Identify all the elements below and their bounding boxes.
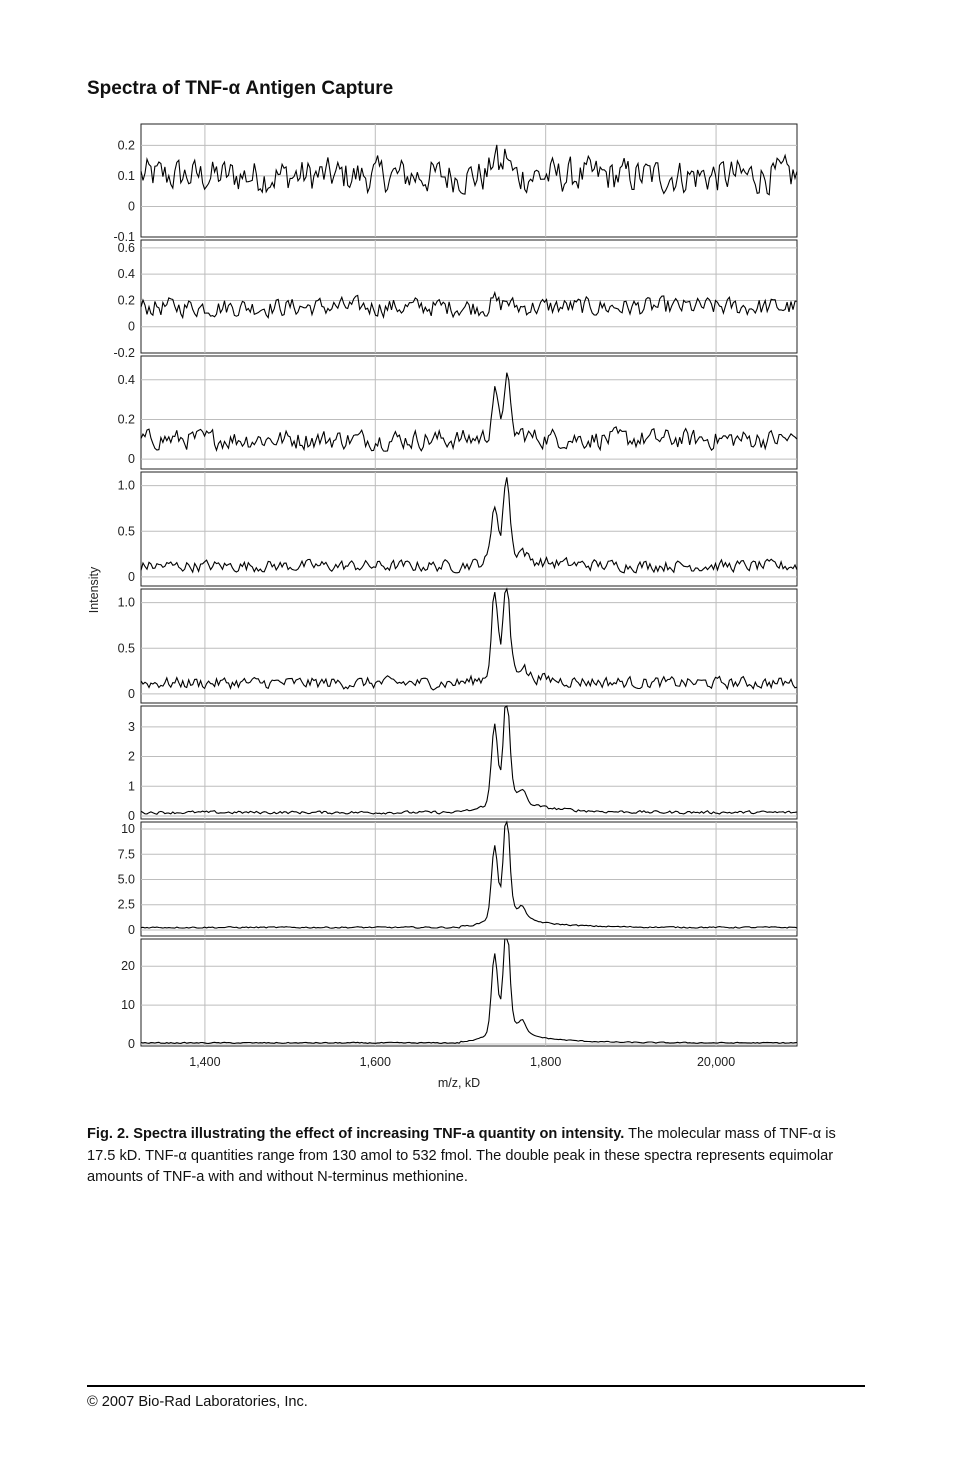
y-tick-label: 7.5 [117, 847, 135, 862]
y-tick-label: 0 [128, 1037, 135, 1052]
spectrum-trace [141, 589, 797, 690]
y-tick-label: 0.5 [117, 524, 135, 539]
y-tick-label: 0 [128, 569, 135, 584]
spectrum-trace [141, 477, 797, 573]
x-axis-label: m/z, kD [437, 1076, 481, 1090]
y-tick-label: 0.2 [117, 293, 135, 308]
y-tick-label: 0.6 [117, 240, 135, 255]
y-tick-label: 0.4 [117, 267, 135, 282]
y-axis-label: Intensity [87, 566, 101, 614]
caption-bold: Fig. 2. Spectra illustrating the effect of increasing TNF-a quantity on intensity. [87, 1126, 625, 1142]
x-tick-label: 1,800 [530, 1055, 562, 1069]
y-tick-label: 20 [121, 959, 135, 974]
y-tick-label: 10 [121, 822, 135, 837]
spectrum-trace [141, 373, 797, 452]
x-tick-label: 1,400 [189, 1055, 221, 1069]
spectrum-trace [141, 822, 797, 928]
spectrum-trace [141, 706, 797, 814]
footer-rule [87, 1385, 865, 1387]
y-tick-label: 0 [128, 809, 135, 824]
x-tick-label: 20,000 [696, 1055, 736, 1069]
y-tick-label: 0 [128, 452, 135, 467]
panel-frame [141, 356, 797, 469]
footer-copyright: © 2007 Bio-Rad Laboratories, Inc. [87, 1394, 308, 1410]
y-tick-label: 1 [128, 779, 135, 794]
y-tick-label: 2.5 [117, 897, 135, 912]
page-title: Spectra of TNF-α Antigen Capture [87, 78, 394, 99]
y-tick-label: 5.0 [117, 872, 135, 887]
y-tick-label: 0 [128, 199, 135, 214]
y-tick-label: 3 [128, 719, 135, 734]
y-tick-label: 0 [128, 686, 135, 701]
panel-frame [141, 939, 797, 1046]
y-tick-label: 0.2 [117, 412, 135, 427]
y-tick-label: 0.5 [117, 641, 135, 656]
y-tick-label: 0.2 [117, 138, 135, 153]
y-tick-label: 0.4 [117, 372, 135, 387]
y-tick-label: 2 [128, 749, 135, 764]
caption-text: The molecular mass of TNF-α is 17.5 kD. TNF-α quantities range from 130 amol to 532 fmol. The double peak in these spectra represents equimolar amounts of TNF-a with and without N-terminus methionine. [87, 1126, 836, 1185]
y-tick-label: 10 [121, 998, 135, 1013]
spectrum-trace [141, 293, 797, 318]
panel-frame [141, 706, 797, 819]
figure-caption [87, 1124, 847, 1189]
y-tick-label: 1.0 [117, 595, 135, 610]
y-tick-label: -0.2 [113, 346, 135, 360]
panel-frame [141, 822, 797, 936]
spectrum-trace [141, 939, 797, 1043]
spectrum-trace [141, 145, 797, 195]
y-tick-label: 0.1 [117, 168, 135, 183]
y-tick-label: 0 [128, 319, 135, 334]
x-tick-label: 1,600 [359, 1055, 391, 1069]
y-tick-label: 0 [128, 922, 135, 937]
panel-frame [141, 240, 797, 353]
y-tick-label: 1.0 [117, 478, 135, 493]
y-tick-label: -0.1 [113, 230, 135, 244]
